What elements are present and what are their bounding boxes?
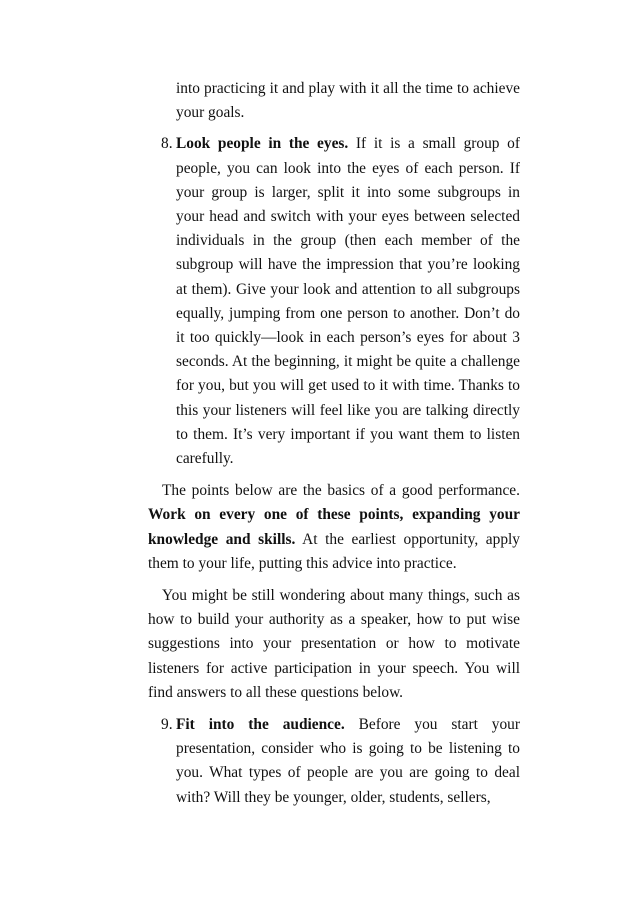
paragraph-text: You might be still wondering about many things, such as how to build your authority as a speaker, how to put wise suggestions into your presentation or how to motivate listeners for active participation in your speech. You will find answers to all these questions below.	[148, 587, 520, 701]
list-number: 8.	[161, 135, 173, 153]
list-item-heading: Fit into the audience.	[176, 716, 345, 734]
paragraph-bold-text: Work on every one of these points, expanding your knowledge and skills.	[148, 506, 520, 548]
list-item-heading: Look people in the eyes.	[176, 135, 349, 153]
continued-list-text	[148, 77, 520, 125]
list-item-body: Before you start your presentation, consider who is going to be listening to you. What types of people are you are going to deal with? Will they be younger, older, students, sellers,	[176, 716, 521, 806]
paragraph-rest: At the earliest opportunity, apply them to your life, putting this advice into practice.	[148, 530, 520, 572]
list-item-8	[148, 132, 520, 471]
list-item-body: If it is a small group of people, you can look into the eyes of each person. If your group is larger, split it into some subgroups in your head and switch with your eyes between selected individuals in the group (then each member of the subgroup will have the impression that you’re looking at them). Give your look and attention to all subgroups equally, jumping from one person to another. Don’t do it too quickly—look in each person’s eyes for about 3 seconds. At the beginning, it might be quite a challenge for you, but you will get used to it with time. Thanks to this your listeners will feel like you are talking directly to them. It’s very important if you want them to listen carefully.	[176, 135, 521, 468]
continuation-text: into practicing it and play with it all the time to achieve your goals.	[176, 80, 520, 122]
paragraph-basics	[148, 479, 520, 576]
list-item-9	[148, 713, 520, 810]
page-content	[148, 77, 520, 810]
paragraph-questions	[148, 584, 520, 705]
paragraph-lead: The points below are the basics of a good performance.	[162, 482, 520, 500]
list-number: 9.	[161, 716, 173, 734]
